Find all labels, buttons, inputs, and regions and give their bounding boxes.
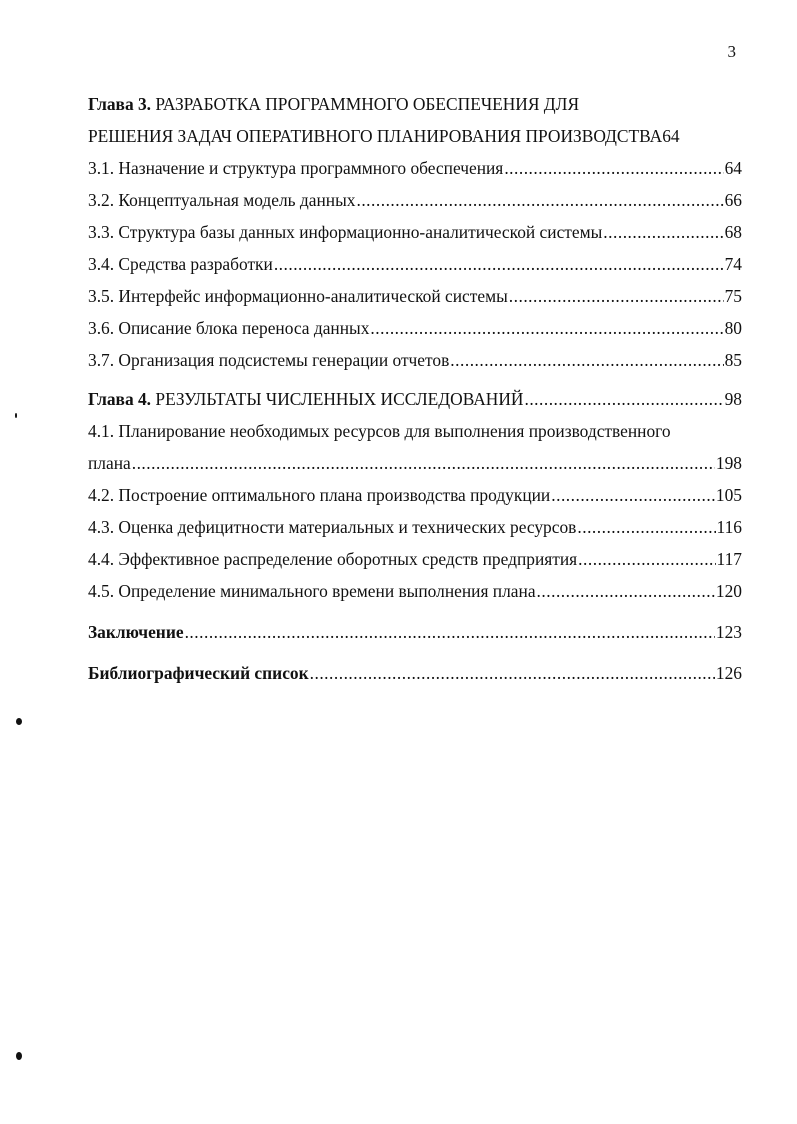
toc-entry-title: плана	[88, 453, 131, 473]
chapter-3-label: Глава 3.	[88, 94, 152, 114]
dot-leader	[577, 511, 715, 543]
toc-entry-page: 120	[715, 581, 742, 601]
chapter-4-title-wrap	[88, 383, 523, 415]
toc-entry-page: 75	[724, 286, 742, 306]
toc-entry-4-3[interactable]	[88, 511, 742, 543]
dot-leader	[185, 616, 715, 648]
page-number: 3	[727, 42, 736, 61]
toc-entry-title: 3.7. Организация подсистемы генерации отчетов	[88, 350, 450, 370]
toc-entry-conclusion[interactable]	[88, 616, 742, 648]
scan-speck	[16, 1052, 22, 1060]
toc-entry-page: 66	[724, 190, 742, 210]
toc-entry-page: 117	[716, 549, 742, 569]
chapter-3-heading-line-1	[88, 88, 742, 120]
toc-entry-page: 126	[715, 663, 742, 683]
toc-entry-page: 85	[724, 350, 742, 370]
chapter-3-page: 64	[662, 126, 680, 146]
toc-entry-title: 4.5. Определение минимального времени выполнения плана	[88, 581, 536, 601]
toc-entry-page: 116	[716, 517, 742, 537]
scan-speck	[16, 718, 22, 725]
dot-leader	[356, 184, 723, 216]
toc-entry-3-1[interactable]	[88, 152, 742, 184]
chapter-4-page: 98	[724, 389, 742, 409]
toc-entry-page: 74	[724, 254, 742, 274]
toc-entry-title: 3.3. Структура базы данных информационно-аналитической системы	[88, 222, 603, 242]
scan-speck	[15, 413, 17, 418]
dot-leader	[524, 383, 723, 415]
toc-entry-3-7[interactable]	[88, 344, 742, 376]
dot-leader	[509, 280, 724, 312]
toc-entry-page: 105	[715, 485, 742, 505]
toc-entry-title: 4.4. Эффективное распределение оборотных средств предприятия	[88, 549, 578, 569]
toc-entry-page: 123	[715, 622, 742, 642]
dot-leader	[132, 447, 715, 479]
toc-entry-title: 4.2. Построение оптимального плана производства продукции	[88, 485, 551, 505]
chapter-3-heading-line-2	[88, 120, 742, 152]
toc-entry-4-1-line-1[interactable]: 4.1. Планирование необходимых ресурсов для выполнения производственного	[88, 421, 671, 441]
toc-entry-3-2[interactable]	[88, 184, 742, 216]
chapter-3-title-line-1: РАЗРАБОТКА ПРОГРАММНОГО ОБЕСПЕЧЕНИЯ ДЛЯ	[151, 94, 580, 114]
toc-entry-4-2[interactable]	[88, 479, 742, 511]
dot-leader	[504, 152, 723, 184]
toc-entry-page: 68	[724, 222, 742, 242]
toc-entry-3-4[interactable]	[88, 248, 742, 280]
toc-entry-4-4[interactable]	[88, 543, 742, 575]
table-of-contents	[88, 88, 742, 689]
dot-leader	[370, 312, 723, 344]
toc-entry-title: 3.2. Концептуальная модель данных	[88, 190, 356, 210]
toc-entry-title: 3.4. Средства разработки	[88, 254, 273, 274]
dot-leader	[537, 575, 715, 607]
toc-entry-title: Библиографический список	[88, 663, 309, 683]
toc-entry-bibliography[interactable]	[88, 657, 742, 689]
toc-entry-page: 80	[724, 318, 742, 338]
toc-entry-4-1-line-2[interactable]	[88, 447, 742, 479]
chapter-3-title-line-2: РЕШЕНИЯ ЗАДАЧ ОПЕРАТИВНОГО ПЛАНИРОВАНИЯ ПРОИЗВОДСТВА	[88, 126, 663, 146]
toc-entry-title: Заключение	[88, 622, 184, 642]
toc-entry-title: 3.6. Описание блока переноса данных	[88, 318, 370, 338]
toc-entry-title: 4.3. Оценка дефицитности материальных и технических ресурсов	[88, 517, 577, 537]
chapter-4-heading[interactable]	[88, 383, 742, 415]
toc-entry-page: 64	[724, 158, 742, 178]
dot-leader	[450, 344, 723, 376]
toc-entry-3-6[interactable]	[88, 312, 742, 344]
toc-entry-4-5[interactable]	[88, 575, 742, 607]
chapter-4-label: Глава 4.	[88, 389, 152, 409]
dot-leader	[603, 216, 723, 248]
toc-entry-3-3[interactable]	[88, 216, 742, 248]
toc-entry-3-5[interactable]	[88, 280, 742, 312]
dot-leader	[274, 248, 724, 280]
dot-leader	[551, 479, 715, 511]
dot-leader	[578, 543, 715, 575]
chapter-4-title: РЕЗУЛЬТАТЫ ЧИСЛЕННЫХ ИССЛЕДОВАНИЙ	[151, 389, 524, 409]
toc-entry-page: 198	[715, 453, 742, 473]
toc-entry-title: 3.1. Назначение и структура программного обеспечения	[88, 158, 504, 178]
chapter-3-block	[88, 88, 742, 376]
dot-leader	[310, 657, 715, 689]
chapter-4-block	[88, 383, 742, 607]
toc-entry-title: 3.5. Интерфейс информационно-аналитической системы	[88, 286, 508, 306]
